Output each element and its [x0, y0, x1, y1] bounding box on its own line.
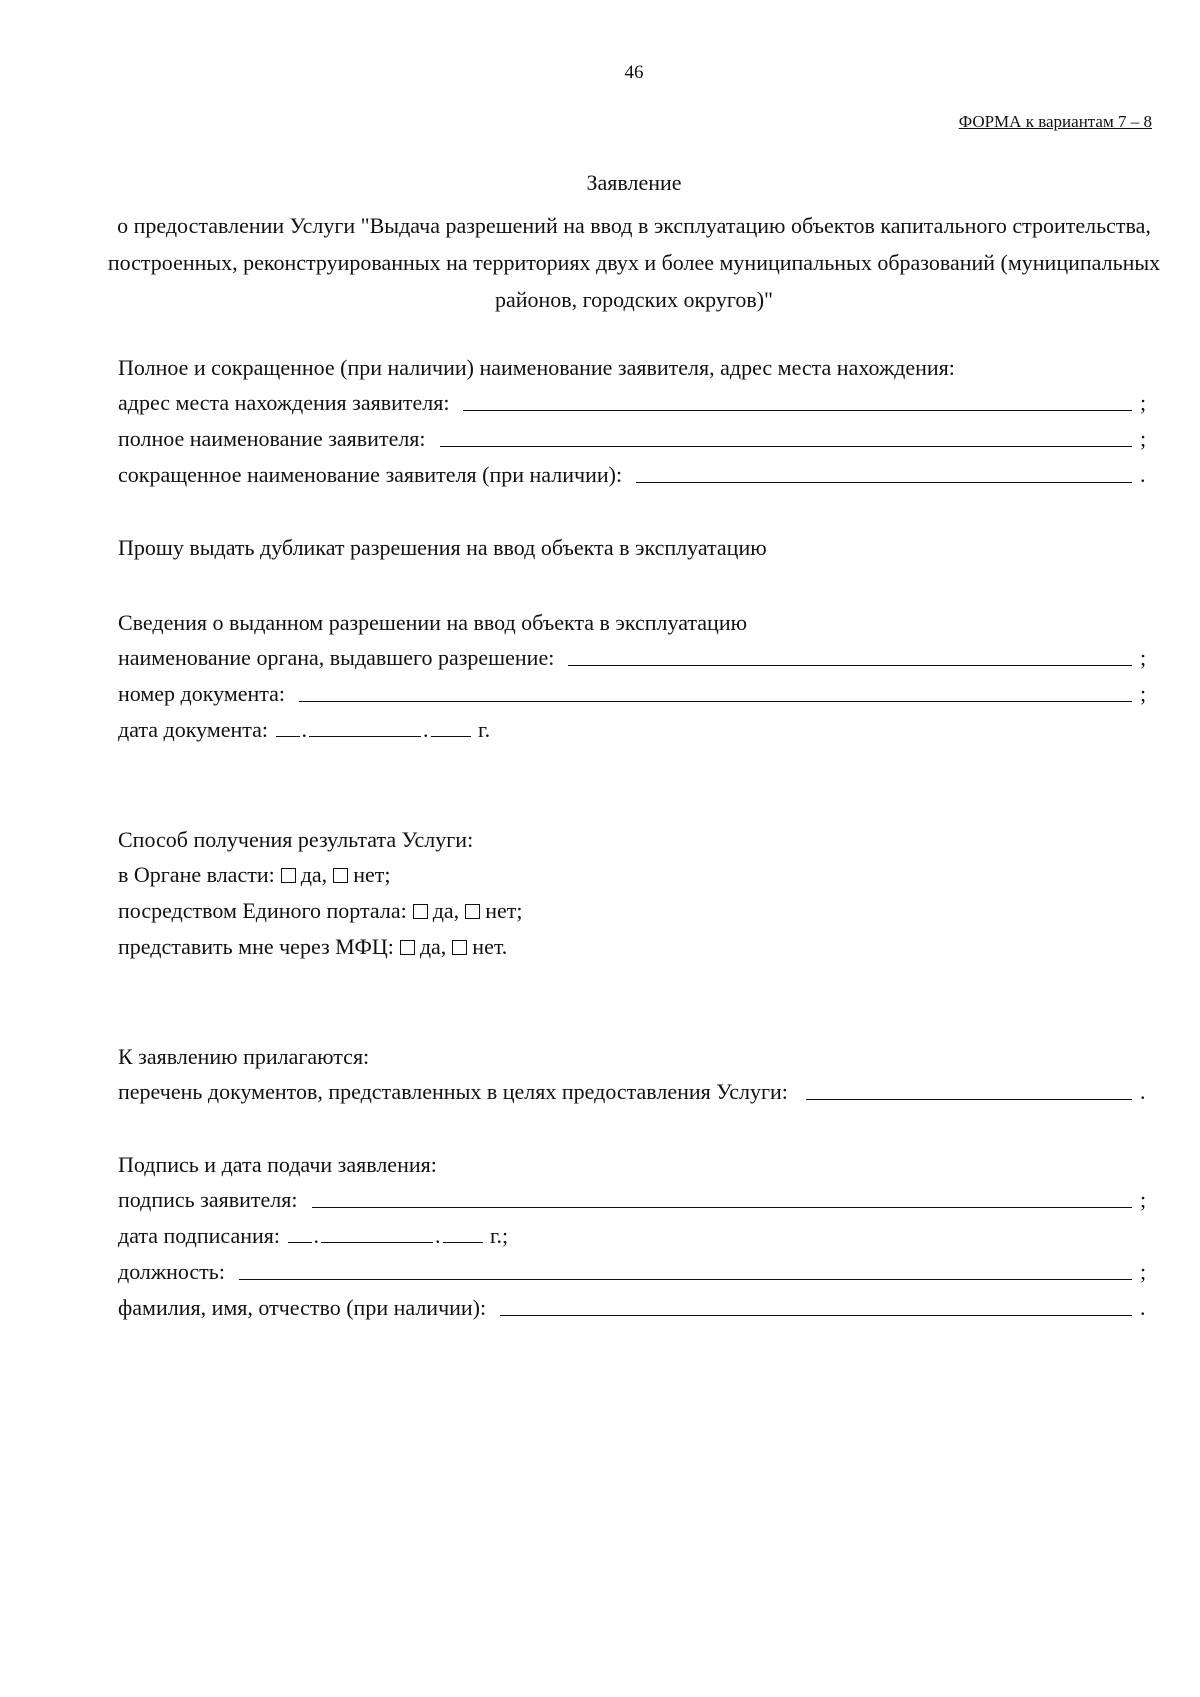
- signature-date-label: дата подписания:: [118, 1223, 280, 1248]
- position-label: должность:: [118, 1259, 225, 1284]
- fio-label: фамилия, имя, отчество (при наличии):: [118, 1295, 487, 1320]
- applicant-full-name-label: полное наименование заявителя:: [118, 426, 426, 451]
- request-text: Прошу выдать дубликат разрешения на ввод объекта в эксплуатацию: [118, 535, 767, 560]
- option-end-mark: .: [501, 934, 508, 959]
- delivery-heading: Способ получения результата Услуги:: [118, 827, 474, 852]
- applicant-short-name-field[interactable]: [636, 481, 1132, 483]
- no-label: нет: [353, 862, 385, 887]
- signature-date-row: [118, 1223, 508, 1249]
- signature-date-day-field[interactable]: [288, 1241, 312, 1243]
- page-number: 46: [624, 62, 644, 83]
- form-reference: ФОРМА к вариантам 7 – 8: [958, 112, 1152, 131]
- delivery-option-label: посредством Единого портала:: [118, 898, 407, 923]
- checkbox-yes[interactable]: [413, 904, 428, 919]
- row-end-mark: ;: [1140, 1187, 1147, 1212]
- permit-number-row: [118, 681, 1150, 707]
- permit-date-day-field[interactable]: [276, 735, 300, 737]
- attachments-list-row: [118, 1079, 1150, 1105]
- checkbox-yes[interactable]: [281, 868, 296, 883]
- signature-row: [118, 1187, 1150, 1213]
- row-end-mark: ;: [1140, 645, 1147, 670]
- permit-number-field[interactable]: [299, 700, 1132, 702]
- applicant-full-name-row: [118, 426, 1150, 452]
- checkbox-no[interactable]: [333, 868, 348, 883]
- fio-row: [118, 1295, 1150, 1321]
- row-end-mark: ;: [1140, 426, 1147, 451]
- checkbox-no[interactable]: [452, 940, 467, 955]
- position-field[interactable]: [239, 1278, 1132, 1280]
- delivery-option-label: представить мне через МФЦ:: [118, 934, 394, 959]
- row-end-mark: .: [1140, 462, 1146, 487]
- date-separator: .: [301, 717, 308, 742]
- delivery-option-mfc: [118, 934, 507, 960]
- attachments-heading: К заявлению прилагаются:: [118, 1044, 370, 1069]
- row-end-mark: .: [1140, 1295, 1146, 1320]
- permit-number-label: номер документа:: [118, 681, 286, 706]
- yes-label: да,: [432, 898, 460, 923]
- permit-date-month-field[interactable]: [309, 735, 421, 737]
- date-separator: .: [423, 717, 429, 742]
- checkbox-no[interactable]: [465, 904, 480, 919]
- yes-label: да,: [419, 934, 447, 959]
- no-label: нет: [472, 934, 502, 959]
- signature-date-month-field[interactable]: [321, 1241, 433, 1243]
- delivery-option-portal: [118, 898, 522, 924]
- yes-label: да,: [300, 862, 328, 887]
- permit-heading: Сведения о выданном разрешении на ввод объекта в эксплуатацию: [118, 610, 748, 635]
- signature-heading: Подпись и дата подачи заявления:: [118, 1152, 437, 1177]
- row-end-mark: ;: [1140, 390, 1147, 415]
- date-separator: .: [313, 1223, 319, 1248]
- signature-field[interactable]: [312, 1206, 1132, 1208]
- document-subtitle: о предоставлении Услуги "Выдача разрешений на ввод в эксплуатацию объектов капитального строительства, построенных, реконструированных на территориях двух и более муниципальных образований (муниципальных районов, городских округов)": [107, 213, 1161, 312]
- applicant-short-name-row: [118, 462, 1150, 488]
- position-row: [118, 1259, 1150, 1285]
- permit-date-label: дата документа:: [118, 717, 269, 742]
- applicant-short-name-label: сокращенное наименование заявителя (при наличии):: [118, 462, 623, 487]
- attachments-list-label: перечень документов, представленных в целях предоставления Услуги:: [118, 1079, 788, 1104]
- date-separator: .: [435, 1223, 441, 1248]
- delivery-option-authority: [118, 862, 390, 888]
- no-label: нет: [485, 898, 517, 923]
- option-end-mark: ;: [384, 862, 391, 887]
- fio-field[interactable]: [500, 1314, 1132, 1316]
- row-end-mark: ;: [1140, 1259, 1147, 1284]
- delivery-option-label: в Органе власти:: [118, 862, 275, 887]
- permit-date-year-field[interactable]: [431, 735, 471, 737]
- permit-date-row: [118, 717, 490, 743]
- signature-date-year-field[interactable]: [443, 1241, 483, 1243]
- applicant-address-label: адрес места нахождения заявителя:: [118, 390, 450, 415]
- permit-authority-label: наименование органа, выдавшего разрешение:: [118, 645, 555, 670]
- applicant-address-field[interactable]: [463, 409, 1132, 411]
- permit-date-suffix: г.: [478, 717, 491, 742]
- permit-authority-field[interactable]: [568, 664, 1132, 666]
- permit-authority-row: [118, 645, 1150, 671]
- signature-label: подпись заявителя:: [118, 1187, 298, 1212]
- row-end-mark: ;: [1140, 681, 1147, 706]
- applicant-address-row: [118, 390, 1150, 416]
- checkbox-yes[interactable]: [400, 940, 415, 955]
- document-title: Заявление: [586, 170, 682, 195]
- signature-date-suffix: г.;: [490, 1223, 509, 1248]
- option-end-mark: ;: [516, 898, 523, 923]
- applicant-full-name-field[interactable]: [440, 445, 1132, 447]
- attachments-list-field[interactable]: [806, 1098, 1132, 1100]
- applicant-heading: Полное и сокращенное (при наличии) наименование заявителя, адрес места нахождения:: [118, 355, 955, 380]
- row-end-mark: .: [1140, 1079, 1146, 1104]
